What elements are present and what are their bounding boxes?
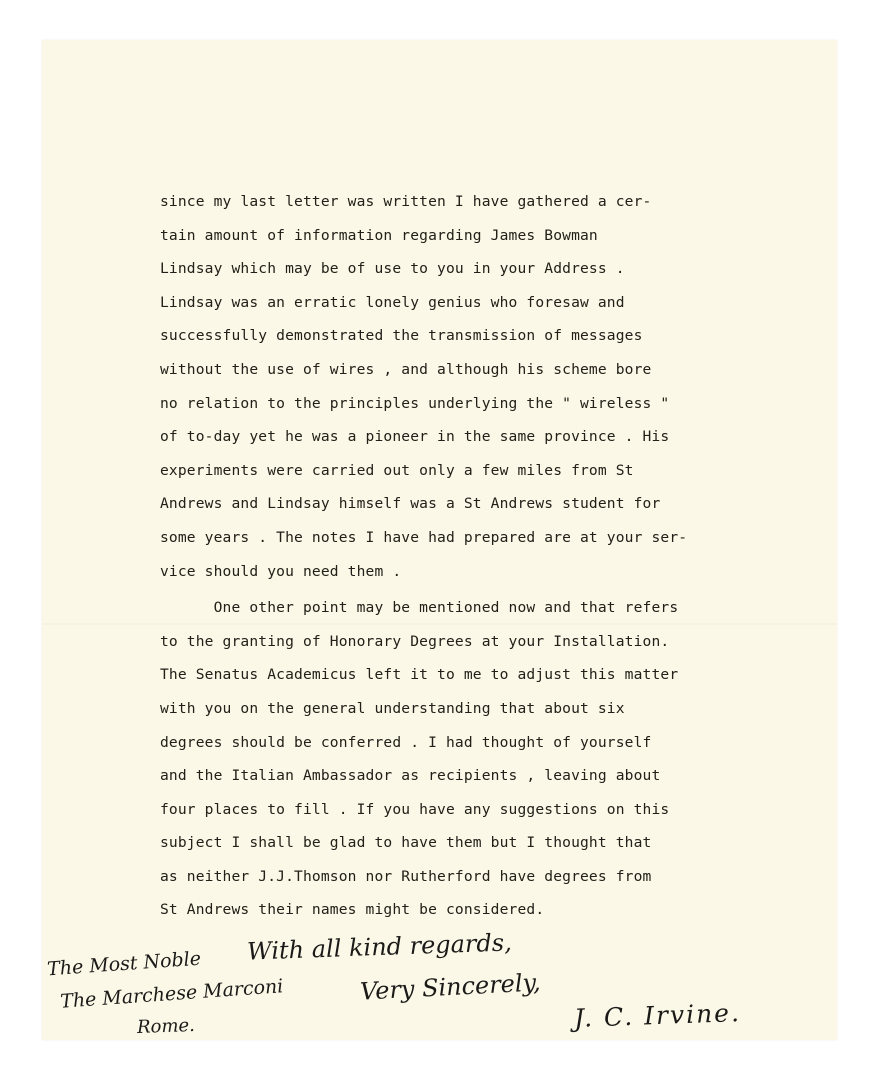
letter-line: St Andrews their names might be considered.	[160, 901, 545, 919]
addressee-line: The Most Noble	[46, 947, 202, 981]
letter-line: as neither J.J.Thomson nor Rutherford have degrees from	[160, 867, 652, 885]
letter-line: Lindsay which may be of use to you in your Address .	[160, 260, 625, 278]
letter-line: experiments were carried out only a few miles from St	[160, 461, 634, 479]
letter-line: One other point may be mentioned now and that refers	[160, 599, 679, 617]
letter-line: degrees should be conferred . I had thought of yourself	[160, 733, 652, 751]
letter-line: successfully demonstrated the transmission of messages	[160, 327, 643, 345]
letter-line: Lindsay was an erratic lonely genius who foresaw and	[160, 293, 625, 311]
addressee-line: The Marchese Marconi	[59, 975, 284, 1013]
letter-page	[42, 40, 837, 1040]
letter-body	[160, 185, 810, 927]
letter-line: no relation to the principles underlying the " wireless "	[160, 394, 670, 412]
letter-line: with you on the general understanding that about six	[160, 699, 625, 717]
letter-line: subject I shall be glad to have them but I thought that	[160, 834, 652, 852]
letter-line: vice should you need them .	[160, 562, 402, 580]
letter-line: of to-day yet he was a pioneer in the same province . His	[160, 428, 670, 446]
letter-line: to the granting of Honorary Degrees at your Installation.	[160, 632, 670, 650]
letter-line: without the use of wires , and although his scheme bore	[160, 360, 652, 378]
signature: J. C. Irvine.	[573, 998, 742, 1033]
letter-line: and the Italian Ambassador as recipients , leaving about	[160, 767, 661, 785]
letter-line: Andrews and Lindsay himself was a St Andrews student for	[160, 495, 661, 513]
addressee-line: Rome.	[136, 1014, 196, 1039]
letter-line: The Senatus Academicus left it to me to adjust this matter	[160, 666, 679, 684]
letter-line: four places to fill . If you have any suggestions on this	[160, 800, 670, 818]
letter-line: tain amount of information regarding James Bowman	[160, 226, 598, 244]
letter-line: since my last letter was written I have gathered a cer-	[160, 193, 652, 210]
letter-line: some years . The notes I have had prepared are at your ser-	[160, 528, 688, 546]
closing-valediction: Very Sincerely,	[359, 968, 542, 1006]
closing-regards: With all kind regards,	[246, 928, 513, 966]
